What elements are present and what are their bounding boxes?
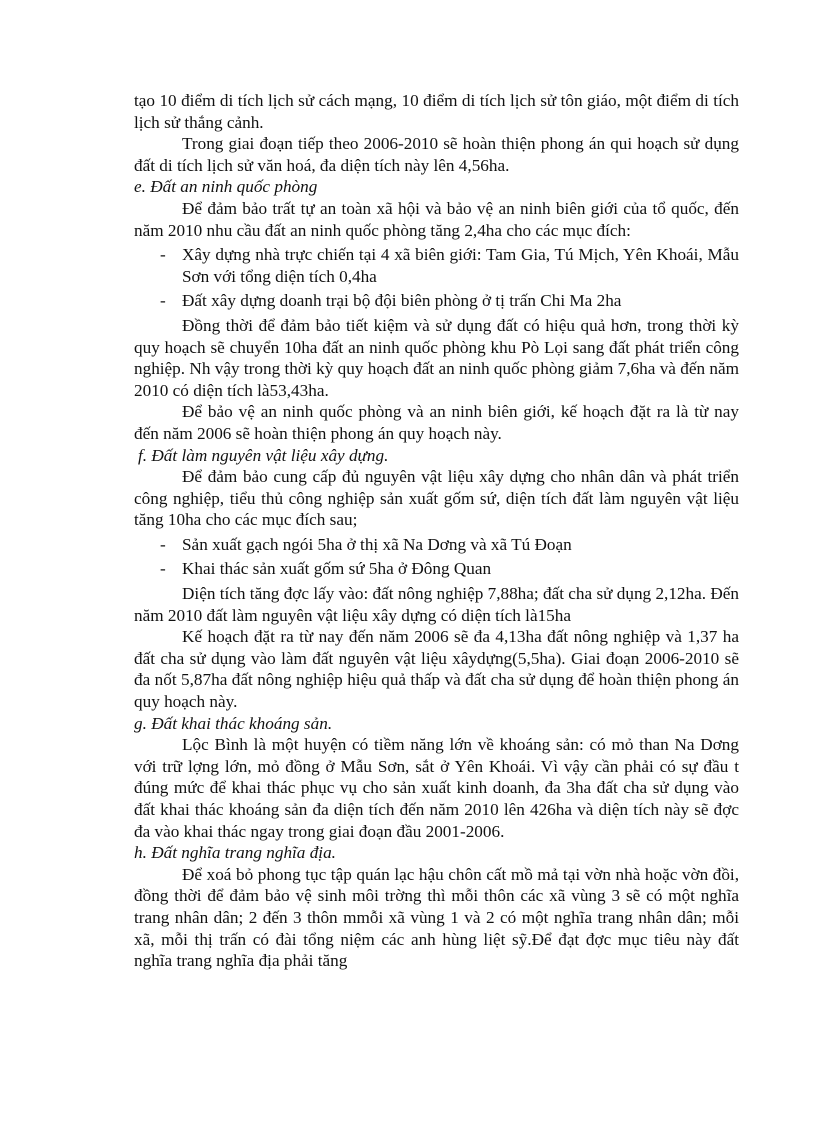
paragraph: Đồng thời để đảm bảo tiết kiệm và sử dụng đất có hiệu quả hơn, trong thời kỳ quy hoạch sẽ chuyển 10ha đất an ninh quốc phòng khu Pò Lọi sang đất phát triển công nghiệp. Nh vậy trong thời kỳ quy hoạch đất an ninh quốc phòng giảm 7,6ha và đến năm 2010 có diện tích là53,43ha. [134,315,739,400]
paragraph: Để đảm bảo trất tự an toàn xã hội và bảo vệ an ninh biên giới của tổ quốc, đến năm 2010 nhu cầu đất an ninh quốc phòng tăng 2,4ha cho các mục đích: [134,198,739,240]
paragraph: Trong giai đoạn tiếp theo 2006-2010 sẽ hoàn thiện phong án qui hoạch sử dụng đất di tích lịch sử văn hoá, đa diện tích này lên 4,56ha. [134,134,739,175]
dash-bullet-icon: - [160,534,166,554]
paragraph: Lộc Bình là một huyện có tiềm năng lớn về khoáng sản: có mỏ than Na Dơng với trữ lợng lớn, mỏ đồng ở Mẫu Sơn, sắt ở Yên Khoái. Vì vậy cần phải có sự đầu t đúng mức để khai thác phục vụ cho sản xuất kinh doanh, đa 3ha đất cha sử dụng vào đất khai thác khoáng sản đa diện tích đến năm 2010 lên 426ha và diện tích này sẽ đợc đa vào khai thác ngay trong giai đoạn đầu 2001-2006. [134,735,739,841]
dash-bullet-icon: - [160,559,166,579]
list-item [134,290,739,312]
section-heading-h: h. Đất nghĩa trang nghĩa địa. [134,843,336,863]
section-heading-e: e. Đất an ninh quốc phòng [134,177,318,197]
list-item-text: Khai thác sản xuất gốm sứ 5ha ở Đông Quan [182,559,492,579]
paragraph: Để đảm bảo cung cấp đủ nguyên vật liệu xây dựng cho nhân dân và phát triển công nghiệp, tiểu thủ công nghiệp sản xuất gốm sứ, diện tích đất làm nguyên vật liệu tăng 10ha cho các mục đích sau; [134,467,739,530]
list-item-text: Xây dựng nhà trực chiến tại 4 xã biên giới: Tam Gia, Tú Mịch, Yên Khoái, Mẫu Sơn với tổng diện tích 0,4ha [182,245,739,286]
paragraph: Để bảo vệ an ninh quốc phòng và an ninh biên giới, kế hoạch đặt ra là từ nay đến năm 2006 sẽ hoàn thiện phong án quy hoạch này. [134,402,739,443]
list-item-text: Đất xây dựng doanh trại bộ đội biên phòng ở tị trấn Chi Ma 2ha [182,291,622,311]
paragraph: Diện tích tăng đợc lấy vào: đất nông nghiệp 7,88ha; đất cha sử dụng 2,12ha. Đến năm 2010 đất làm nguyên vật liệu xây dựng có diện tích là15ha [134,584,739,625]
dash-bullet-icon: - [160,291,166,311]
bullet-list [134,534,739,580]
bullet-list [134,244,739,312]
list-item [134,558,739,580]
section-heading-f: f. Đất làm nguyên vật liệu xây dựng. [138,445,389,465]
paragraph: Để xoá bỏ phong tục tập quán lạc hậu chôn cất mồ mả tại vờn nhà hoặc vờn đồi, đồng thời để đảm bảo vệ sinh môi trờng thì mỗi thôn các xã vùng 3 sẽ có một nghĩa trang nhân dân; 2 đến 3 thôn mmỗi xã vùng 1 và 2 có một nghĩa trang nhân dân; mỗi xã, mỗi thị trấn có đài tổng niệm các anh hùng liệt sỹ.Để đạt đợc mục tiêu này đất nghĩa trang nghĩa địa phải tăng [134,864,739,971]
list-item [134,534,739,556]
dash-bullet-icon: - [160,245,166,265]
list-item [134,244,739,287]
list-item-text: Sản xuất gạch ngói 5ha ở thị xã Na Dơng và xã Tú Đoạn [182,534,572,554]
paragraph: Kế hoạch đặt ra từ nay đến năm 2006 sẽ đa 4,13ha đất nông nghiệp và 1,37 ha đất cha sử dụng vào làm đất nguyên vật liệu xâydựng(5,5ha). Giai đoạn 2006-2010 sẽ đa nốt 5,87ha đất nông nghiệp hiệu quả thấp và đất cha sử dụng để hoàn thiện phong án quy hoạch này. [134,627,739,712]
paragraph: tạo 10 điểm di tích lịch sử cách mạng, 10 điểm di tích lịch sử tôn giáo, một điểm di tích lịch sử thắng cảnh. [134,91,739,132]
section-heading-g: g. Đất khai thác khoáng sản. [134,713,333,733]
document-page [134,90,739,972]
